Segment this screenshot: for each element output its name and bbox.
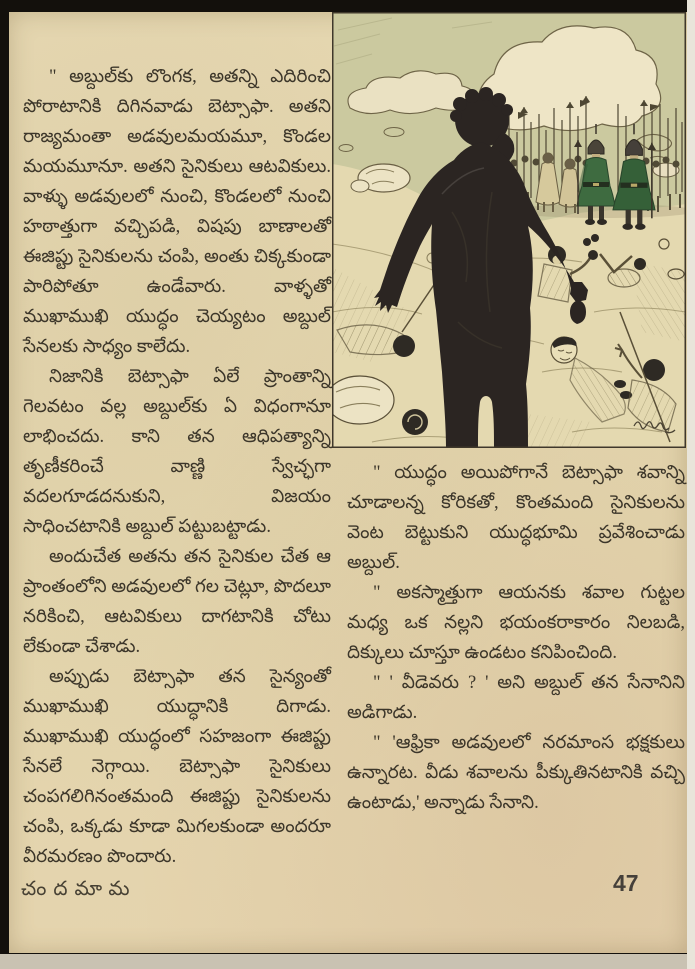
story-paragraph: " యుద్ధం అయిపోగానే బెట్సాఫా శవాన్ని చూడాలన్న కోరికతో, కొంతమంది సైనికులను వెంట బెట్టుకుని యుద్ధభూమి ప్రవేశించాడు అబ్దుల్. <box>347 463 685 573</box>
story-paragraph: అప్పుడు బెట్సాఫా తన సైన్యంతో ముఖాముఖి యుద్ధానికి దిగాడు. ముఖాముఖి యుద్ధంలో సహజంగా ఈజిప్టు సేనలే నెగ్గాయి. బెట్సాఫా సైనికులు చంపగలిగినంతమంది ఈజిప్టు సైనికులను చంపి, ఒక్కడు కూడా మిగలకుండా అందరూ వీరమరణం పొందారు. <box>23 667 331 867</box>
battlefield-illustration <box>332 12 686 448</box>
story-paragraph: " 'ఆఫ్రికా అడవులలో నరమాంస భక్షకులు ఉన్నారట. వీడు శవాలను పీక్కుతినటానికి వచ్చి ఉంటాడు,' అన్నాడు సేనాని. <box>347 733 685 813</box>
left-text-column <box>23 62 331 872</box>
story-paragraph: అందుచేత అతను తన సైనికుల చేత ఆ ప్రాంతంలోని అడవులలో గల చెట్లూ, పొదలూ నరికించి, ఆటవికులు దాగటానికి చోటు లేకుండా చేశాడు. <box>23 547 331 657</box>
magazine-page <box>9 12 687 953</box>
scan-edge-right <box>687 0 695 969</box>
story-paragraph: " ' వీడెవరు ? ' అని అబ్దుల్ తన సేనానిని అడిగాడు. <box>347 673 685 723</box>
magazine-title: చందమామ <box>21 878 137 900</box>
story-paragraph: నిజానికి బెట్సాఫా ఏలే ప్రాంతాన్ని గెలవటం వల్ల అబ్దుల్‌కు ఏ విధంగానూ లాభించదు. కాని తన ఆధిపత్యాన్ని తృణీకరించే వాణ్ణి స్వేచ్ఛగా వదలగూడదనుకుని, విజయం సాధించటానికి అబ్దుల్ పట్టుబట్టాడు. <box>23 367 331 537</box>
story-paragraph: " అకస్మాత్తుగా ఆయనకు శవాల గుట్టల మధ్య ఒక నల్లని భయంకరాకారం నిలబడి, దిక్కులు చూస్తూ ఉండటం కనిపించింది. <box>347 583 685 663</box>
story-paragraph: " అబ్దుల్‌కు లొంగక, అతన్ని ఎదిరించి పోరాటానికి దిగినవాడు బెట్సాఫా. అతని రాజ్యమంతా అడవులమయమూ, కొండల మయమూనూ. అతని సైనికులు ఆటవికులు. వాళ్ళు అడవులలో నుంచి, కొండలలో నుంచి హఠాత్తుగా వచ్చిపడి, విషపు బాణాలతో ఈజిప్టు సైనికులను చంపి, అంతు చిక్కకుండా పారిపోతూ ఉండేవారు. వాళ్ళతో ముఖాముఖి యుద్ధం చెయ్యటం అబ్దుల్ సేనలకు సాధ్యం కాలేదు. <box>23 67 331 357</box>
scan-edge-bottom <box>0 954 695 969</box>
right-text-column <box>347 458 685 818</box>
page-number: 47 <box>613 870 639 896</box>
